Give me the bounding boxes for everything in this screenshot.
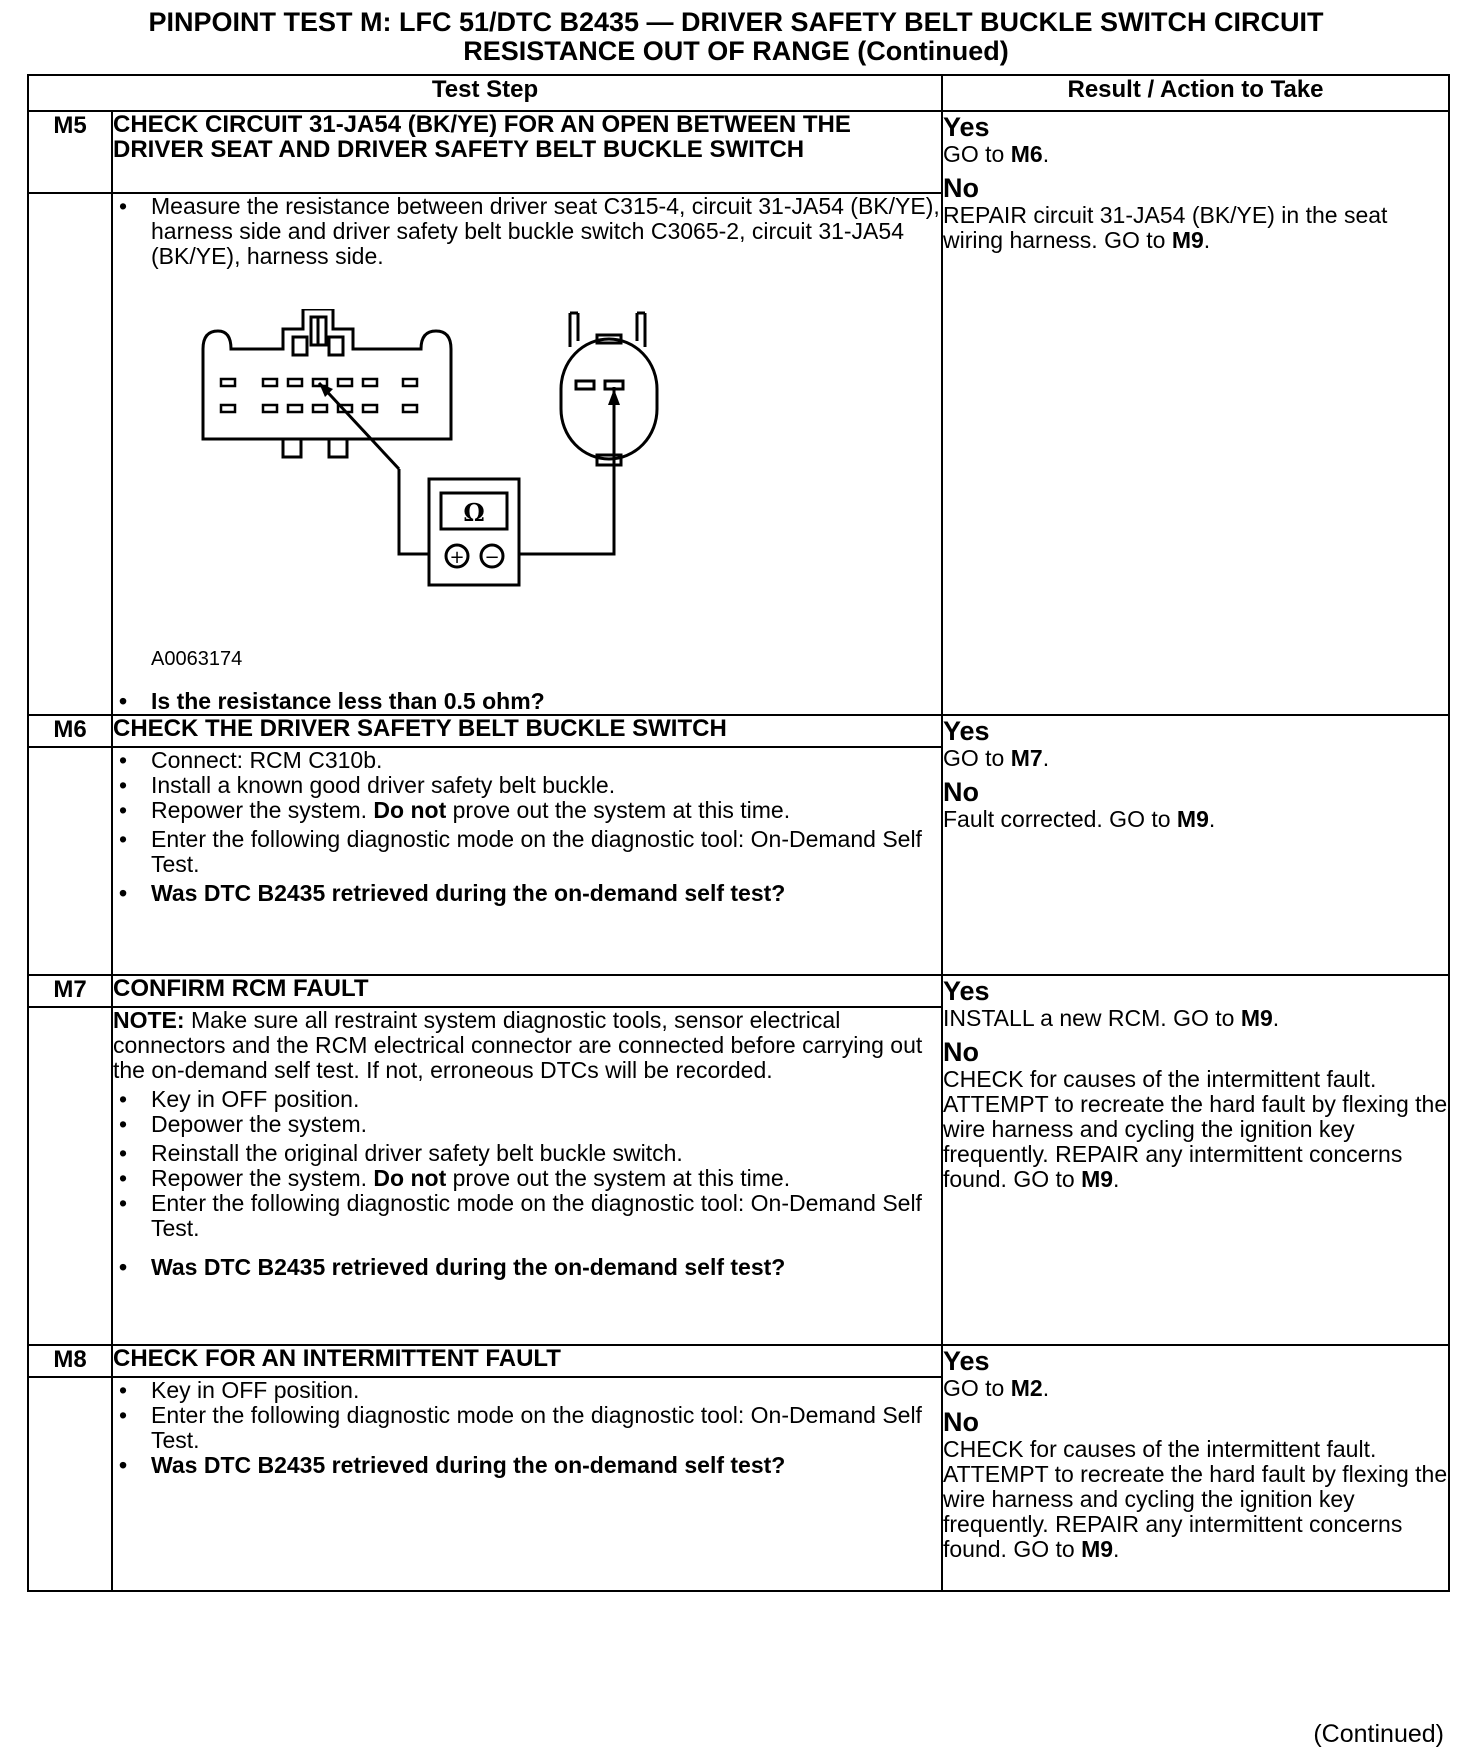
no-label: No xyxy=(943,777,979,807)
bullet: • Install a known good driver safety belt buckle. xyxy=(113,773,941,798)
ohm-symbol: Ω xyxy=(463,498,485,527)
yes-label: Yes xyxy=(943,1346,990,1376)
step-id: M8 xyxy=(28,1345,112,1377)
yes-action: INSTALL a new RCM. GO to M9. xyxy=(943,1005,1280,1031)
question: • Was DTC B2435 retrieved during the on-demand self test? xyxy=(113,1453,941,1478)
step-m5-body xyxy=(112,193,942,715)
bullet: • Key in OFF position. xyxy=(113,1378,941,1403)
yes-action: GO to M6. xyxy=(943,141,1050,167)
continued-label: (Continued) xyxy=(1313,1720,1444,1748)
step-m8-title-row xyxy=(28,1345,1449,1377)
step-title: CHECK THE DRIVER SAFETY BELT BUCKLE SWITCH xyxy=(112,715,942,747)
question: • Is the resistance less than 0.5 ohm? xyxy=(113,689,941,714)
step-m7-title-row xyxy=(28,975,1449,1007)
step-m6-result xyxy=(942,715,1449,975)
no-action: Fault corrected. GO to M9. xyxy=(943,806,1216,832)
bullet: • Enter the following diagnostic mode on the diagnostic tool: On-Demand Self Test. xyxy=(113,1403,941,1453)
bullet: • Enter the following diagnostic mode on the diagnostic tool: On-Demand Self Test. xyxy=(113,1191,941,1241)
no-label: No xyxy=(943,173,979,203)
figure-id: A0063174 xyxy=(151,648,243,670)
title-line-2: RESISTANCE OUT OF RANGE (Continued) xyxy=(463,36,1009,66)
bullet: • Reinstall the original driver safety belt buckle switch. xyxy=(113,1141,941,1166)
step-m7-result xyxy=(942,975,1449,1345)
question: • Was DTC B2435 retrieved during the on-demand self test? xyxy=(113,881,941,906)
bullet: • Enter the following diagnostic mode on the diagnostic tool: On-Demand Self Test. xyxy=(113,827,941,877)
step-id: M6 xyxy=(28,715,112,747)
step-m5-result xyxy=(942,111,1449,715)
yes-label: Yes xyxy=(943,716,990,746)
no-label: No xyxy=(943,1037,979,1067)
bullet: • Depower the system. xyxy=(113,1112,941,1137)
yes-label: Yes xyxy=(943,112,990,142)
step-id: M7 xyxy=(28,975,112,1007)
bullet: • Key in OFF position. xyxy=(113,1087,941,1112)
title-line-1: PINPOINT TEST M: LFC 51/DTC B2435 — DRIVER SAFETY BELT BUCKLE SWITCH CIRCUIT xyxy=(148,7,1324,37)
pinpoint-test-table xyxy=(27,74,1450,1592)
page-title xyxy=(0,8,1472,66)
step-m7-body xyxy=(112,1007,942,1345)
step-m6-body xyxy=(112,747,942,975)
step-title: CHECK FOR AN INTERMITTENT FAULT xyxy=(112,1345,942,1377)
yes-action: GO to M2. xyxy=(943,1375,1050,1401)
connector-meter-diagram xyxy=(193,309,713,609)
bullet: • Connect: RCM C310b. xyxy=(113,748,941,773)
bullet: • Repower the system. Do not prove out the system at this time. xyxy=(113,798,941,823)
no-action: CHECK for causes of the intermittent fault. ATTEMPT to recreate the hard fault by flexing the wire harness and cycling the ignition key frequently. REPAIR any intermittent concerns found. GO to M9. xyxy=(943,1066,1448,1192)
no-action: REPAIR circuit 31-JA54 (BK/YE) in the seat wiring harness. GO to M9. xyxy=(943,202,1388,253)
step-m5-title-row xyxy=(28,111,1449,193)
svg-text:−: − xyxy=(484,547,500,568)
note: NOTE: Make sure all restraint system diagnostic tools, sensor electrical connectors and the RCM electrical connector are connected before carrying out the on-demand self test. If not, erroneous DTCs will be recorded. xyxy=(113,1007,923,1083)
instruction: • Measure the resistance between driver seat C315-4, circuit 31-JA54 (BK/YE), harness side and driver safety belt buckle switch C3065-2, circuit 31-JA54 (BK/YE), harness side. xyxy=(113,194,941,269)
step-title: CONFIRM RCM FAULT xyxy=(112,975,942,1007)
step-m8-body xyxy=(112,1377,942,1591)
header-test-step: Test Step xyxy=(28,75,942,111)
step-m6-title-row xyxy=(28,715,1449,747)
no-label: No xyxy=(943,1407,979,1437)
header-result: Result / Action to Take xyxy=(942,75,1449,111)
yes-label: Yes xyxy=(943,976,990,1006)
yes-action: GO to M7. xyxy=(943,745,1050,771)
svg-text:+: + xyxy=(449,547,465,568)
step-id: M5 xyxy=(28,111,112,193)
figure-resistance-measurement xyxy=(113,269,941,689)
question: • Was DTC B2435 retrieved during the on-demand self test? xyxy=(113,1255,941,1280)
step-title: CHECK CIRCUIT 31-JA54 (BK/YE) FOR AN OPEN BETWEEN THE DRIVER SEAT AND DRIVER SAFETY BELT BUCKLE SWITCH xyxy=(112,111,942,193)
step-m8-result xyxy=(942,1345,1449,1591)
bullet: • Repower the system. Do not prove out the system at this time. xyxy=(113,1166,941,1191)
no-action: CHECK for causes of the intermittent fault. ATTEMPT to recreate the hard fault by flexing the wire harness and cycling the ignition key frequently. REPAIR any intermittent concerns found. GO to M9. xyxy=(943,1436,1448,1562)
